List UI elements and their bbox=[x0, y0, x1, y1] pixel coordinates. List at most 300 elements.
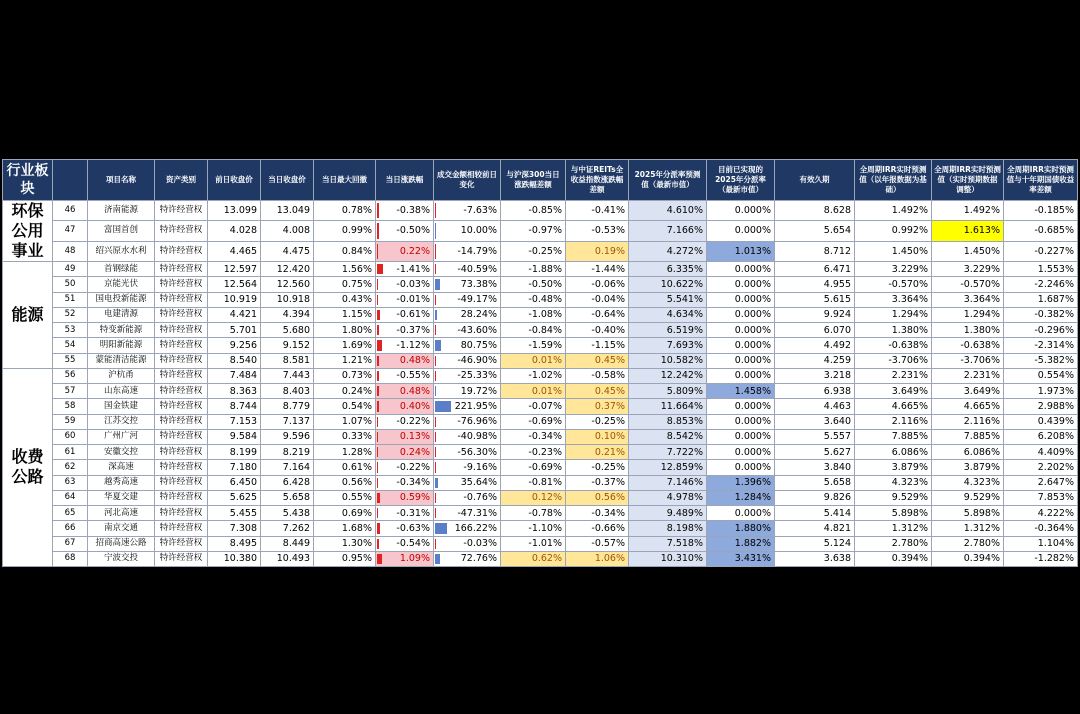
volume-change: 221.95% bbox=[454, 400, 497, 412]
row-number: 66 bbox=[53, 521, 88, 536]
duration: 4.492 bbox=[775, 338, 855, 353]
row-number: 60 bbox=[53, 429, 88, 444]
row-number: 53 bbox=[53, 323, 88, 338]
max-drawdown: 0.73% bbox=[314, 368, 376, 383]
table-row bbox=[3, 241, 1078, 261]
volume-change-cell bbox=[434, 307, 501, 322]
dist-forecast: 10.622% bbox=[629, 277, 707, 292]
volume-bar bbox=[435, 417, 436, 427]
prev-close: 8.363 bbox=[208, 384, 261, 399]
close: 7.262 bbox=[261, 521, 314, 536]
project-name: 济南能源 bbox=[88, 201, 155, 221]
max-drawdown: 0.69% bbox=[314, 506, 376, 521]
volume-bar bbox=[435, 371, 436, 381]
project-name: 广州广河 bbox=[88, 429, 155, 444]
irr-realtime: 1.294% bbox=[932, 307, 1004, 322]
dist-realized: 0.000% bbox=[707, 262, 775, 277]
hs300-diff: -0.23% bbox=[501, 445, 566, 460]
dist-realized: 0.000% bbox=[707, 460, 775, 475]
irr-spread: -0.296% bbox=[1004, 323, 1078, 338]
irr-realtime: 4.665% bbox=[932, 399, 1004, 414]
daily-change: -1.41% bbox=[396, 263, 430, 275]
daily-change: 0.13% bbox=[399, 431, 430, 443]
dist-forecast: 4.272% bbox=[629, 241, 707, 261]
reits-diff: 1.06% bbox=[566, 551, 629, 566]
duration: 5.124 bbox=[775, 536, 855, 551]
change-bar bbox=[377, 523, 380, 533]
daily-change-cell bbox=[376, 201, 434, 221]
irr-realtime: 9.529% bbox=[932, 490, 1004, 505]
daily-change-cell bbox=[376, 384, 434, 399]
dist-forecast: 8.853% bbox=[629, 414, 707, 429]
dist-realized: 1.284% bbox=[707, 490, 775, 505]
header-irr-spread: 全周期IRR实时预测值与十年期国债收益率差额 bbox=[1004, 160, 1078, 201]
table-row bbox=[3, 292, 1078, 307]
table-row bbox=[3, 399, 1078, 414]
project-name: 特变新能源 bbox=[88, 323, 155, 338]
project-name: 京能光伏 bbox=[88, 277, 155, 292]
close: 4.008 bbox=[261, 221, 314, 241]
max-drawdown: 1.68% bbox=[314, 521, 376, 536]
volume-change-cell bbox=[434, 445, 501, 460]
project-name: 电建清源 bbox=[88, 307, 155, 322]
duration: 9.924 bbox=[775, 307, 855, 322]
irr-spread: 7.853% bbox=[1004, 490, 1078, 505]
change-bar bbox=[377, 244, 378, 259]
dist-realized: 0.000% bbox=[707, 221, 775, 241]
daily-change: -0.03% bbox=[396, 278, 430, 290]
max-drawdown: 0.61% bbox=[314, 460, 376, 475]
daily-change-cell bbox=[376, 445, 434, 460]
daily-change: -0.22% bbox=[396, 416, 430, 428]
dist-forecast: 7.693% bbox=[629, 338, 707, 353]
table-row bbox=[3, 368, 1078, 383]
irr-realtime: 2.231% bbox=[932, 368, 1004, 383]
volume-bar bbox=[435, 508, 436, 518]
volume-bar bbox=[435, 356, 436, 366]
row-number: 61 bbox=[53, 445, 88, 460]
change-bar bbox=[377, 554, 382, 564]
hs300-diff: -0.85% bbox=[501, 201, 566, 221]
reits-diff: 0.56% bbox=[566, 490, 629, 505]
irr-report: 3.364% bbox=[855, 292, 932, 307]
close: 4.475 bbox=[261, 241, 314, 261]
close: 8.403 bbox=[261, 384, 314, 399]
row-number: 47 bbox=[53, 221, 88, 241]
sector-label: 环保公用事业 bbox=[3, 201, 53, 262]
asset-type: 特许经营权 bbox=[155, 323, 208, 338]
daily-change-cell bbox=[376, 241, 434, 261]
dist-realized: 0.000% bbox=[707, 277, 775, 292]
change-bar bbox=[377, 356, 379, 366]
change-bar bbox=[377, 264, 383, 274]
volume-change: -40.98% bbox=[457, 431, 497, 443]
hs300-diff: 0.62% bbox=[501, 551, 566, 566]
dist-forecast: 4.978% bbox=[629, 490, 707, 505]
table-row bbox=[3, 429, 1078, 444]
project-name: 首钢绿能 bbox=[88, 262, 155, 277]
duration: 3.218 bbox=[775, 368, 855, 383]
dist-forecast: 9.489% bbox=[629, 506, 707, 521]
max-drawdown: 0.33% bbox=[314, 429, 376, 444]
row-number: 46 bbox=[53, 201, 88, 221]
change-bar bbox=[377, 417, 378, 427]
irr-spread: -0.227% bbox=[1004, 241, 1078, 261]
dist-forecast: 12.242% bbox=[629, 368, 707, 383]
change-bar bbox=[377, 279, 378, 289]
close: 8.779 bbox=[261, 399, 314, 414]
close: 10.493 bbox=[261, 551, 314, 566]
table-row bbox=[3, 353, 1078, 368]
close: 7.443 bbox=[261, 368, 314, 383]
reits-diff: 0.37% bbox=[566, 399, 629, 414]
hs300-diff: -1.02% bbox=[501, 368, 566, 383]
project-name: 国电投新能源 bbox=[88, 292, 155, 307]
dist-forecast: 12.859% bbox=[629, 460, 707, 475]
irr-realtime: 7.885% bbox=[932, 429, 1004, 444]
asset-type: 特许经营权 bbox=[155, 384, 208, 399]
irr-report: 1.294% bbox=[855, 307, 932, 322]
daily-change-cell bbox=[376, 475, 434, 490]
change-bar bbox=[377, 295, 378, 305]
hs300-diff: 0.12% bbox=[501, 490, 566, 505]
volume-change-cell bbox=[434, 221, 501, 241]
row-number: 68 bbox=[53, 551, 88, 566]
irr-report: 7.885% bbox=[855, 429, 932, 444]
table-row bbox=[3, 277, 1078, 292]
volume-change-cell bbox=[434, 521, 501, 536]
daily-change-cell bbox=[376, 551, 434, 566]
prev-close: 8.199 bbox=[208, 445, 261, 460]
dist-forecast: 7.518% bbox=[629, 536, 707, 551]
hs300-diff: -0.69% bbox=[501, 460, 566, 475]
sector-label: 收费公路 bbox=[3, 368, 53, 566]
irr-report: 1.312% bbox=[855, 521, 932, 536]
row-number: 54 bbox=[53, 338, 88, 353]
volume-change-cell bbox=[434, 460, 501, 475]
close: 12.420 bbox=[261, 262, 314, 277]
volume-change: -9.16% bbox=[463, 461, 497, 473]
irr-report: 4.323% bbox=[855, 475, 932, 490]
row-number: 57 bbox=[53, 384, 88, 399]
close: 8.449 bbox=[261, 536, 314, 551]
asset-type: 特许经营权 bbox=[155, 368, 208, 383]
prev-close: 8.495 bbox=[208, 536, 261, 551]
daily-change-cell bbox=[376, 277, 434, 292]
close: 8.581 bbox=[261, 353, 314, 368]
change-bar bbox=[377, 310, 380, 320]
irr-realtime: 1.312% bbox=[932, 521, 1004, 536]
daily-change-cell bbox=[376, 429, 434, 444]
hs300-diff: -1.10% bbox=[501, 521, 566, 536]
reits-diff: -0.25% bbox=[566, 460, 629, 475]
max-drawdown: 1.80% bbox=[314, 323, 376, 338]
table-row bbox=[3, 323, 1078, 338]
daily-change: -0.63% bbox=[396, 522, 430, 534]
irr-realtime: 2.780% bbox=[932, 536, 1004, 551]
volume-change-cell bbox=[434, 241, 501, 261]
reits-diff: 0.10% bbox=[566, 429, 629, 444]
irr-spread: -0.382% bbox=[1004, 307, 1078, 322]
irr-report: 3.229% bbox=[855, 262, 932, 277]
volume-change-cell bbox=[434, 338, 501, 353]
volume-change: 28.24% bbox=[460, 309, 497, 321]
dist-realized: 0.000% bbox=[707, 414, 775, 429]
row-number: 67 bbox=[53, 536, 88, 551]
table-row bbox=[3, 506, 1078, 521]
duration: 3.640 bbox=[775, 414, 855, 429]
asset-type: 特许经营权 bbox=[155, 506, 208, 521]
dist-realized: 1.013% bbox=[707, 241, 775, 261]
dist-realized: 0.000% bbox=[707, 445, 775, 460]
irr-realtime: 2.116% bbox=[932, 414, 1004, 429]
volume-change-cell bbox=[434, 277, 501, 292]
asset-type: 特许经营权 bbox=[155, 221, 208, 241]
duration: 8.712 bbox=[775, 241, 855, 261]
dist-forecast: 8.542% bbox=[629, 429, 707, 444]
duration: 9.826 bbox=[775, 490, 855, 505]
asset-type: 特许经营权 bbox=[155, 445, 208, 460]
header-dist-realized: 目前已实现的2025年分派率（最新市值） bbox=[707, 160, 775, 201]
prev-close: 4.421 bbox=[208, 307, 261, 322]
volume-change: -25.33% bbox=[457, 370, 497, 382]
header-hs300-diff: 与沪深300当日涨跌幅差额 bbox=[501, 160, 566, 201]
change-bar bbox=[377, 493, 380, 503]
hs300-diff: -0.48% bbox=[501, 292, 566, 307]
change-bar bbox=[377, 223, 379, 238]
volume-bar bbox=[435, 462, 436, 472]
asset-type: 特许经营权 bbox=[155, 262, 208, 277]
irr-spread: 4.409% bbox=[1004, 445, 1078, 460]
change-bar bbox=[377, 508, 378, 518]
irr-realtime: -0.638% bbox=[932, 338, 1004, 353]
dist-realized: 1.458% bbox=[707, 384, 775, 399]
reits-diff: -0.04% bbox=[566, 292, 629, 307]
prev-close: 6.450 bbox=[208, 475, 261, 490]
dist-forecast: 4.634% bbox=[629, 307, 707, 322]
project-name: 越秀高速 bbox=[88, 475, 155, 490]
daily-change: -0.37% bbox=[396, 324, 430, 336]
table-row bbox=[3, 460, 1078, 475]
max-drawdown: 0.56% bbox=[314, 475, 376, 490]
table-row bbox=[3, 521, 1078, 536]
irr-realtime: -0.570% bbox=[932, 277, 1004, 292]
volume-change-cell bbox=[434, 292, 501, 307]
volume-bar bbox=[435, 203, 436, 218]
prev-close: 8.540 bbox=[208, 353, 261, 368]
dist-realized: 0.000% bbox=[707, 292, 775, 307]
hs300-diff: -0.97% bbox=[501, 221, 566, 241]
reits-diff: -0.06% bbox=[566, 277, 629, 292]
volume-change: 72.76% bbox=[460, 553, 497, 565]
reits-diff: -0.53% bbox=[566, 221, 629, 241]
irr-realtime: 5.898% bbox=[932, 506, 1004, 521]
prev-close: 7.153 bbox=[208, 414, 261, 429]
duration: 4.955 bbox=[775, 277, 855, 292]
row-number: 56 bbox=[53, 368, 88, 383]
irr-report: 3.649% bbox=[855, 384, 932, 399]
prev-close: 8.744 bbox=[208, 399, 261, 414]
volume-change: 10.00% bbox=[460, 225, 497, 237]
daily-change: -0.61% bbox=[396, 309, 430, 321]
dist-realized: 0.000% bbox=[707, 307, 775, 322]
daily-change-cell bbox=[376, 307, 434, 322]
project-name: 宁波交投 bbox=[88, 551, 155, 566]
change-bar bbox=[377, 401, 379, 411]
asset-type: 特许经营权 bbox=[155, 277, 208, 292]
max-drawdown: 0.43% bbox=[314, 292, 376, 307]
irr-realtime: 3.649% bbox=[932, 384, 1004, 399]
project-name: 绍兴原水水利 bbox=[88, 241, 155, 261]
reits-diff: -0.41% bbox=[566, 201, 629, 221]
dist-forecast: 7.166% bbox=[629, 221, 707, 241]
sector-label: 能源 bbox=[3, 262, 53, 369]
daily-change-cell bbox=[376, 536, 434, 551]
irr-report: 1.492% bbox=[855, 201, 932, 221]
irr-spread: -2.246% bbox=[1004, 277, 1078, 292]
change-bar bbox=[377, 462, 378, 472]
row-number: 63 bbox=[53, 475, 88, 490]
prev-close: 9.584 bbox=[208, 429, 261, 444]
dist-forecast: 11.664% bbox=[629, 399, 707, 414]
hs300-diff: -0.78% bbox=[501, 506, 566, 521]
table-row bbox=[3, 414, 1078, 429]
irr-realtime: 3.364% bbox=[932, 292, 1004, 307]
irr-realtime: 1.450% bbox=[932, 241, 1004, 261]
daily-change: -0.34% bbox=[396, 477, 430, 489]
irr-realtime: 4.323% bbox=[932, 475, 1004, 490]
project-name: 河北高速 bbox=[88, 506, 155, 521]
prev-close: 9.256 bbox=[208, 338, 261, 353]
irr-report: 0.394% bbox=[855, 551, 932, 566]
irr-spread: 2.647% bbox=[1004, 475, 1078, 490]
volume-change: 35.64% bbox=[460, 477, 497, 489]
reits-diff: -0.66% bbox=[566, 521, 629, 536]
daily-change-cell bbox=[376, 292, 434, 307]
volume-bar bbox=[435, 310, 437, 320]
reits-diff: -0.40% bbox=[566, 323, 629, 338]
irr-spread: 6.208% bbox=[1004, 429, 1078, 444]
table-row bbox=[3, 490, 1078, 505]
header-sector: 行业板块 bbox=[3, 160, 53, 201]
dist-realized: 0.000% bbox=[707, 323, 775, 338]
duration: 4.259 bbox=[775, 353, 855, 368]
daily-change: 0.48% bbox=[399, 355, 430, 367]
dist-forecast: 8.198% bbox=[629, 521, 707, 536]
irr-realtime: 1.380% bbox=[932, 323, 1004, 338]
close: 7.164 bbox=[261, 460, 314, 475]
irr-report: -0.570% bbox=[855, 277, 932, 292]
duration: 5.557 bbox=[775, 429, 855, 444]
irr-report: 2.116% bbox=[855, 414, 932, 429]
volume-change: 166.22% bbox=[454, 522, 497, 534]
volume-bar bbox=[435, 223, 436, 238]
daily-change: -0.22% bbox=[396, 461, 430, 473]
irr-spread: 2.988% bbox=[1004, 399, 1078, 414]
asset-type: 特许经营权 bbox=[155, 460, 208, 475]
table-row bbox=[3, 307, 1078, 322]
volume-change-cell bbox=[434, 475, 501, 490]
close: 4.394 bbox=[261, 307, 314, 322]
volume-change: -43.60% bbox=[457, 324, 497, 336]
duration: 5.654 bbox=[775, 221, 855, 241]
project-name: 华夏交建 bbox=[88, 490, 155, 505]
table-row bbox=[3, 551, 1078, 566]
volume-change-cell bbox=[434, 551, 501, 566]
hs300-diff: 0.01% bbox=[501, 384, 566, 399]
prev-close: 12.597 bbox=[208, 262, 261, 277]
header-dist-forecast: 2025年分派率预测值（最新市值） bbox=[629, 160, 707, 201]
asset-type: 特许经营权 bbox=[155, 307, 208, 322]
duration: 6.070 bbox=[775, 323, 855, 338]
daily-change: -0.54% bbox=[396, 538, 430, 550]
dist-realized: 3.431% bbox=[707, 551, 775, 566]
reits-diff: 0.21% bbox=[566, 445, 629, 460]
daily-change: -0.55% bbox=[396, 370, 430, 382]
volume-bar bbox=[435, 523, 447, 533]
header-prev-close: 前日收盘价 bbox=[208, 160, 261, 201]
asset-type: 特许经营权 bbox=[155, 241, 208, 261]
close: 5.438 bbox=[261, 506, 314, 521]
duration: 3.638 bbox=[775, 551, 855, 566]
table-body bbox=[3, 201, 1078, 567]
dist-realized: 0.000% bbox=[707, 353, 775, 368]
dist-realized: 0.000% bbox=[707, 506, 775, 521]
irr-spread: 0.554% bbox=[1004, 368, 1078, 383]
prev-close: 10.380 bbox=[208, 551, 261, 566]
row-number: 52 bbox=[53, 307, 88, 322]
reits-data-table bbox=[2, 159, 1078, 567]
volume-bar bbox=[435, 279, 440, 289]
dist-forecast: 5.541% bbox=[629, 292, 707, 307]
duration: 5.615 bbox=[775, 292, 855, 307]
max-drawdown: 1.30% bbox=[314, 536, 376, 551]
dist-forecast: 7.146% bbox=[629, 475, 707, 490]
daily-change-cell bbox=[376, 368, 434, 383]
prev-close: 4.465 bbox=[208, 241, 261, 261]
project-name: 安徽交控 bbox=[88, 445, 155, 460]
reits-diff: -1.44% bbox=[566, 262, 629, 277]
irr-spread: -2.314% bbox=[1004, 338, 1078, 353]
row-number: 55 bbox=[53, 353, 88, 368]
irr-report: 4.665% bbox=[855, 399, 932, 414]
dist-realized: 0.000% bbox=[707, 338, 775, 353]
irr-realtime: 3.879% bbox=[932, 460, 1004, 475]
volume-change: -56.30% bbox=[457, 446, 497, 458]
max-drawdown: 0.55% bbox=[314, 490, 376, 505]
change-bar bbox=[377, 386, 379, 396]
irr-report: -0.638% bbox=[855, 338, 932, 353]
irr-report: 6.086% bbox=[855, 445, 932, 460]
dist-realized: 1.880% bbox=[707, 521, 775, 536]
duration: 5.627 bbox=[775, 445, 855, 460]
table-header bbox=[3, 160, 1078, 201]
irr-realtime: 1.613% bbox=[932, 221, 1004, 241]
volume-change-cell bbox=[434, 490, 501, 505]
daily-change: -0.01% bbox=[396, 294, 430, 306]
max-drawdown: 1.15% bbox=[314, 307, 376, 322]
irr-spread: -1.282% bbox=[1004, 551, 1078, 566]
daily-change: 0.22% bbox=[399, 245, 430, 257]
daily-change-cell bbox=[376, 506, 434, 521]
table-row bbox=[3, 262, 1078, 277]
reits-diff: -0.37% bbox=[566, 475, 629, 490]
hs300-diff: -0.84% bbox=[501, 323, 566, 338]
irr-spread: 4.222% bbox=[1004, 506, 1078, 521]
hs300-diff: -1.01% bbox=[501, 536, 566, 551]
asset-type: 特许经营权 bbox=[155, 490, 208, 505]
volume-change: -14.79% bbox=[457, 245, 497, 257]
